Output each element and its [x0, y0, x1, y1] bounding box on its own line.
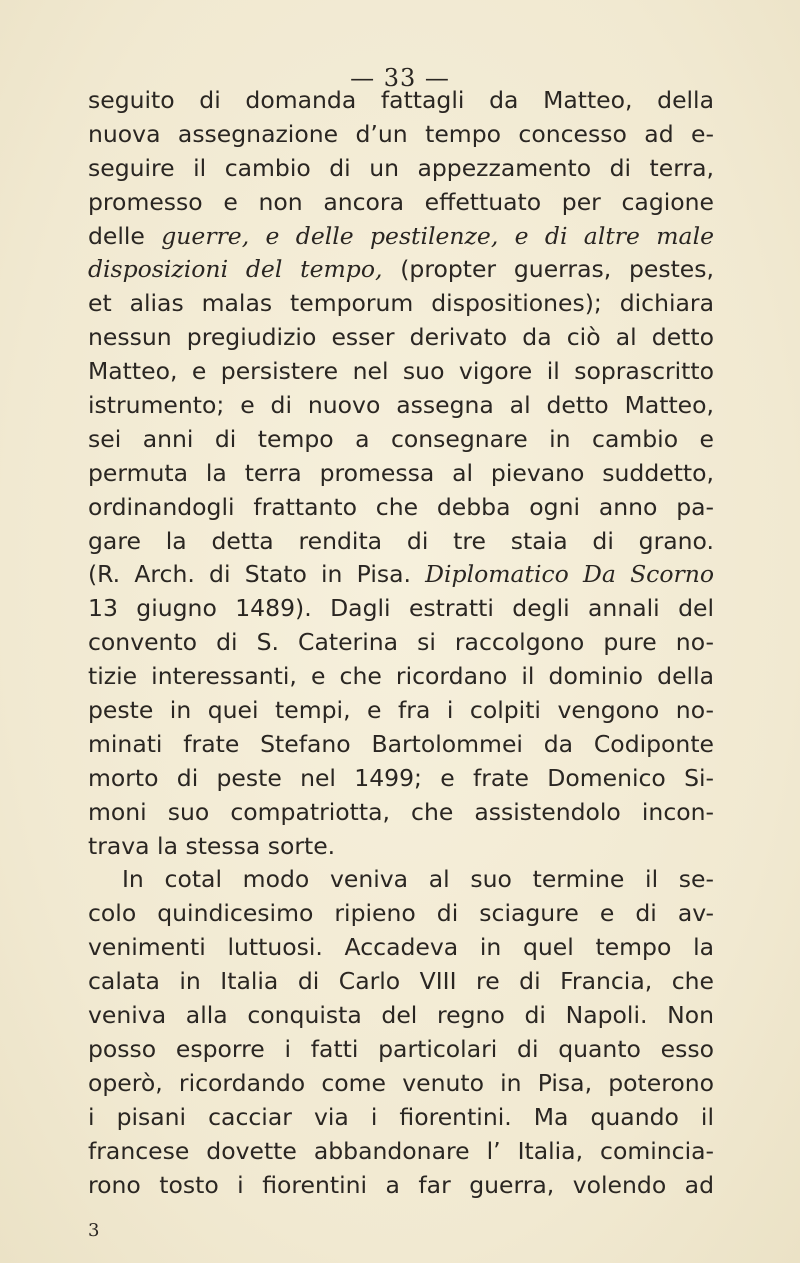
- text-segment: ordinandogli frattanto che debba ogni anno pa-: [88, 492, 714, 521]
- text-segment: morto di peste nel 1499; e frate Domenico Si-: [88, 763, 714, 792]
- text-line: [88, 1033, 714, 1067]
- text-line: [88, 287, 714, 321]
- body-text: [88, 84, 714, 1202]
- text-line: [88, 592, 714, 626]
- text-segment: nessun pregiudizio esser derivato da ciò al detto: [88, 323, 714, 352]
- text-segment: peste in quei tempi, e fra i colpiti vengono no-: [88, 696, 714, 725]
- page-number: — 33 —: [350, 64, 450, 92]
- text-line: [88, 1067, 714, 1101]
- text-line: [88, 1135, 714, 1169]
- text-segment: tizie interessanti, e che ricordano il dominio della: [88, 662, 714, 691]
- text-line: [88, 931, 714, 965]
- signature-mark: 3: [88, 1220, 100, 1241]
- text-segment: promesso e non ancora effettuato per cagione: [88, 187, 714, 216]
- text-segment: (propter guerras, pestes,: [382, 255, 714, 284]
- text-segment: seguire il cambio di un appezzamento di terra,: [88, 153, 714, 182]
- italic-text: guerre, e delle pestilenze, e di altre male: [161, 221, 714, 250]
- text-segment: In cotal modo veniva al suo termine il se-: [122, 865, 714, 894]
- text-segment: permuta la terra promessa al pievano suddetto,: [88, 458, 714, 487]
- text-segment: (R. Arch. di Stato in Pisa.: [88, 560, 426, 589]
- text-line: [88, 220, 714, 254]
- text-segment: francese dovette abbandonare l’ Italia, comincia-: [88, 1136, 714, 1165]
- text-segment: istrumento; e di nuovo assegna al detto Matteo,: [88, 391, 714, 420]
- text-line: [88, 660, 714, 694]
- text-segment: seguito di domanda fattagli da Matteo, della: [88, 86, 714, 114]
- text-line: [88, 389, 714, 423]
- text-line: [88, 965, 714, 999]
- text-line: [88, 999, 714, 1033]
- text-segment: Matteo, e persistere nel suo vigore il soprascritto: [88, 357, 714, 386]
- text-segment: venimenti luttuosi. Accadeva in quel tempo la: [88, 933, 714, 962]
- text-segment: delle: [88, 221, 162, 250]
- text-line: [88, 897, 714, 931]
- text-line: [88, 694, 714, 728]
- text-line: [88, 84, 714, 118]
- text-segment: gare la detta rendita di tre staia di grano.: [88, 526, 714, 555]
- text-line: [88, 762, 714, 796]
- text-line: [88, 355, 714, 389]
- text-line: [88, 796, 714, 830]
- text-line: [88, 457, 714, 491]
- text-segment: et alias malas temporum dispositiones); dichiara: [88, 289, 714, 318]
- text-line: [88, 186, 714, 220]
- text-segment: rono tosto i fiorentini a far guerra, volendo ad: [88, 1170, 714, 1199]
- text-segment: trava la stessa sorte.: [88, 831, 336, 860]
- text-line: [88, 728, 714, 762]
- text-line: [88, 830, 714, 864]
- text-segment: sei anni di tempo a consegnare in cambio e: [88, 424, 714, 453]
- italic-text: Diplomatico Da Scorno: [425, 560, 714, 589]
- text-segment: veniva alla conquista del regno di Napoli. Non: [88, 1001, 714, 1030]
- text-segment: 13 giugno 1489). Dagli estratti degli annali del: [88, 594, 714, 623]
- text-line: [88, 321, 714, 355]
- text-line: [88, 1101, 714, 1135]
- text-line: [88, 863, 714, 897]
- text-line: [88, 525, 714, 559]
- text-line: [88, 1169, 714, 1203]
- text-segment: moni suo compatriotta, che assistendolo incon-: [88, 797, 714, 826]
- text-segment: colo quindicesimo ripieno di sciagure e di av-: [88, 899, 714, 928]
- text-line: [88, 423, 714, 457]
- text-segment: calata in Italia di Carlo VIII re di Francia, che: [88, 967, 714, 996]
- text-segment: convento di S. Caterina si raccolgono pure no-: [88, 628, 714, 657]
- text-line: [88, 118, 714, 152]
- text-segment: minati frate Stefano Bartolommei da Codiponte: [88, 729, 714, 758]
- text-segment: posso esporre i fatti particolari di quanto esso: [88, 1034, 714, 1063]
- text-line: [88, 558, 714, 592]
- text-line: [88, 491, 714, 525]
- text-segment: operò, ricordando come venuto in Pisa, poterono: [88, 1068, 714, 1097]
- text-segment: nuova assegnazione d’un tempo concesso ad e-: [88, 119, 714, 148]
- text-line: [88, 152, 714, 186]
- text-line: [88, 626, 714, 660]
- italic-text: disposizioni del tempo,: [88, 255, 383, 284]
- text-segment: i pisani cacciar via i fiorentini. Ma quando il: [88, 1102, 714, 1131]
- text-line: [88, 253, 714, 287]
